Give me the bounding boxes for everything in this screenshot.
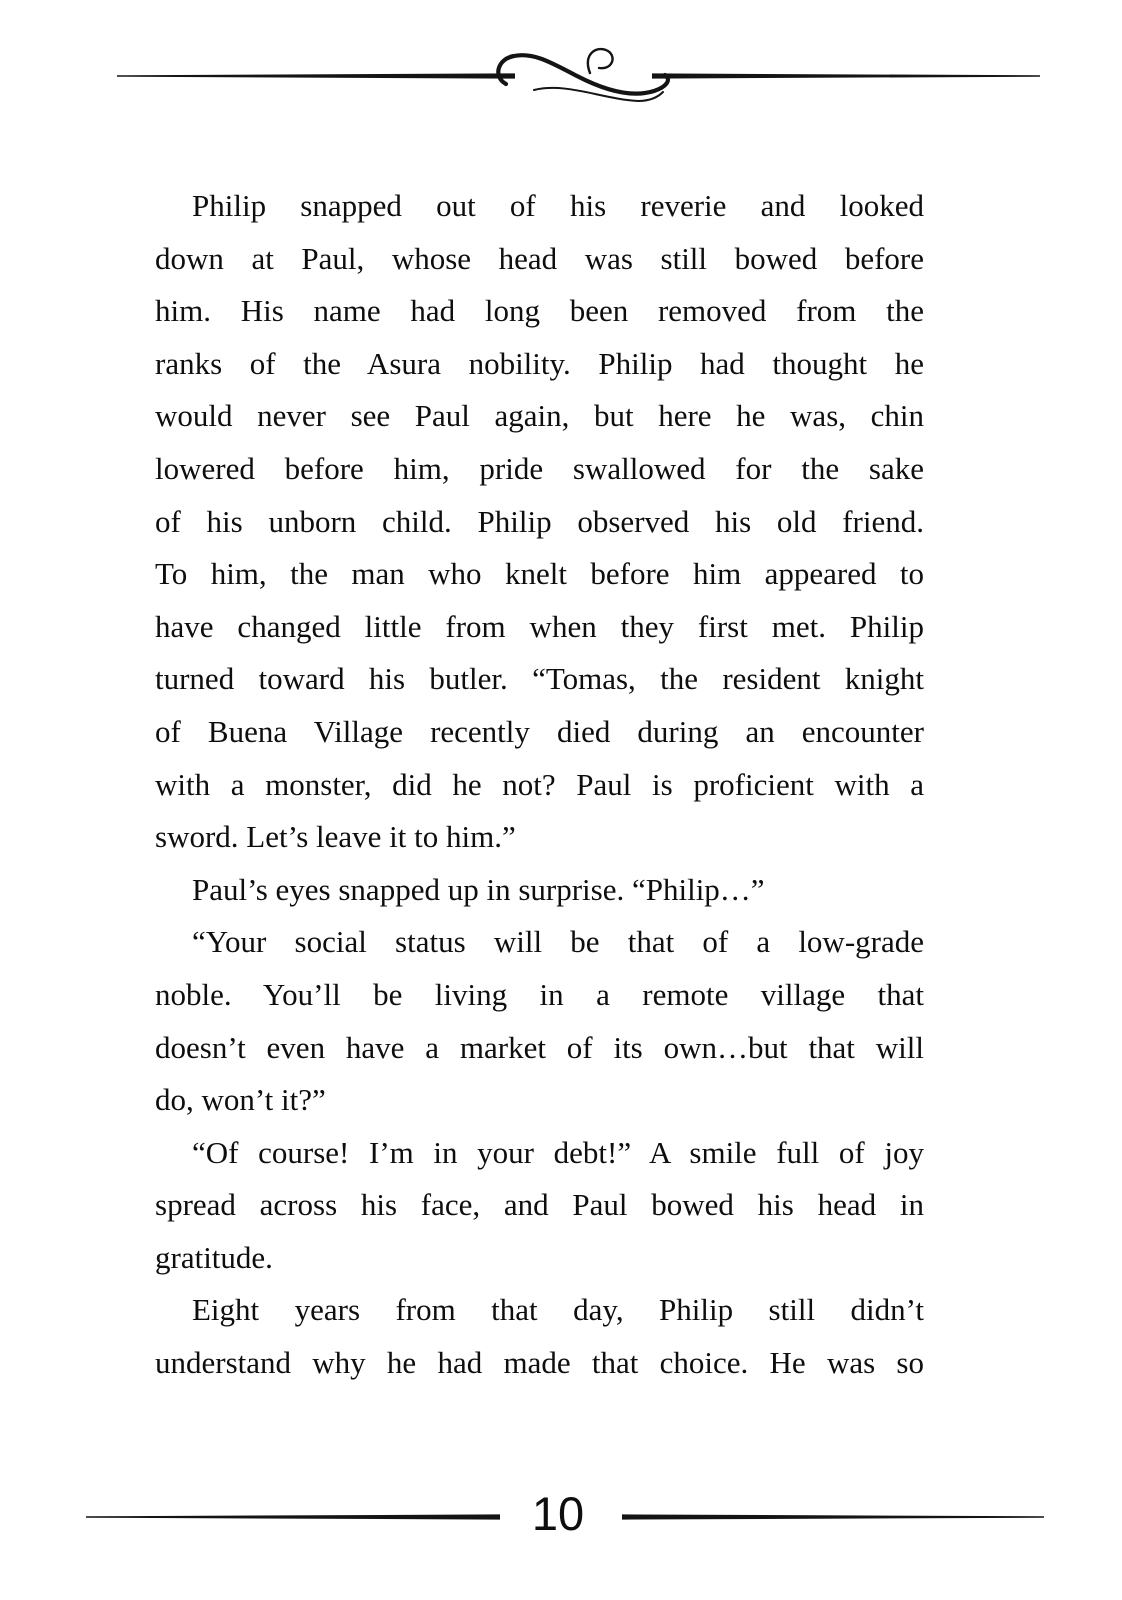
paragraph (155, 180, 924, 864)
text-line: doesn’t even have a market of its own…but that will (155, 1029, 924, 1065)
text-line: turned toward his butler. “Tomas, the resident knight (155, 661, 924, 697)
page-number: 10 (531, 1487, 585, 1540)
footer-rule-left (86, 1512, 500, 1522)
text-line: Paul’s eyes snapped up in surprise. “Philip…” (192, 871, 765, 907)
text-line: “Of course! I’m in your debt!” A smile full of joy (192, 1134, 924, 1170)
text-line: Philip snapped out of his reverie and looked (192, 188, 924, 223)
text-line: with a monster, did he not? Paul is proficient with a (155, 766, 924, 802)
text-line: spread across his face, and Paul bowed his head in (155, 1187, 924, 1223)
header-rule-right (652, 71, 1040, 81)
text-line: sword. Let’s leave it to him.” (155, 819, 516, 855)
text-line: gratitude. (155, 1239, 273, 1275)
text-line: of Buena Village recently died during an encounter (155, 713, 924, 749)
text-line: down at Paul, whose head was still bowed before (155, 240, 924, 276)
paragraph (155, 916, 924, 1126)
text-line: him. His name had long been removed from the (155, 293, 924, 329)
text-line: do, won’t it?” (155, 1082, 326, 1118)
text-line: Eight years from that day, Philip still didn’t (192, 1292, 924, 1328)
paragraph (155, 1284, 924, 1389)
text-line: noble. You’ll be living in a remote village that (155, 976, 924, 1012)
flourish-ornament-icon (490, 42, 692, 110)
header-rule-left (117, 71, 515, 81)
text-line: of his unborn child. Philip observed his old friend. (155, 503, 924, 539)
footer-rule-right (622, 1512, 1044, 1522)
text-line: lowered before him, pride swallowed for the sake (155, 450, 924, 486)
text-line: understand why he had made that choice. He was so (155, 1345, 924, 1381)
text-body (155, 180, 924, 1390)
text-line: would never see Paul again, but here he was, chin (155, 398, 924, 434)
paragraph (155, 1127, 924, 1285)
paragraph (155, 864, 924, 917)
text-line: To him, the man who knelt before him appeared to (155, 556, 924, 592)
text-line: have changed little from when they first met. Philip (155, 608, 924, 644)
text-line: “Your social status will be that of a low-grade (192, 924, 924, 960)
text-line: ranks of the Asura nobility. Philip had thought he (155, 345, 924, 381)
